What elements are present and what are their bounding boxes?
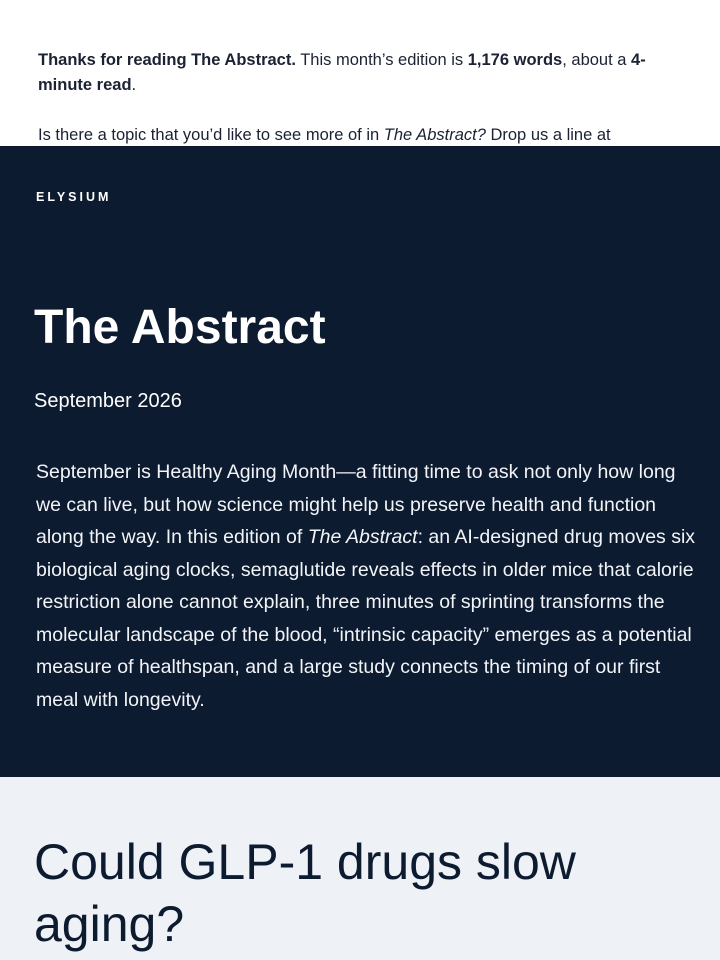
edition-date: September 2026 [34,390,182,412]
thanks-text: Thanks for reading The Abstract. [38,51,296,69]
intro-paragraph: September is Healthy Aging Month—a fitting time to ask not only how long we can live, but how science might help us preserve health and function along the way. In this edition of The Abstract: an AI-designed drug moves six biological aging clocks, semaglutide reveals effects in older mice that calorie restriction alone cannot explain, three minutes of sprinting transforms the molecular landscape of the blood, “intrinsic capacity” emerges as a potential measure of healthspan, and a large study connects the timing of our first meal with longevity. [36,461,696,711]
word-count: 1,176 words [467,51,563,69]
newsletter-title: The Abstract [34,301,326,354]
read-time: 4-minute read [38,51,646,94]
reading-info: Thanks for reading The Abstract. This month’s edition is 1,176 words, about a 4-minute read. [38,51,646,94]
newsletter-header [0,146,720,777]
preheader [0,0,720,146]
article-heading: Could GLP-1 drugs slow aging? [34,834,576,952]
article-section [0,777,720,960]
brand-logo: ELYSIUM [36,190,112,204]
feedback-info: Is there a topic that you’d like to see more of in The Abstract? Drop us a line at [38,123,682,173]
